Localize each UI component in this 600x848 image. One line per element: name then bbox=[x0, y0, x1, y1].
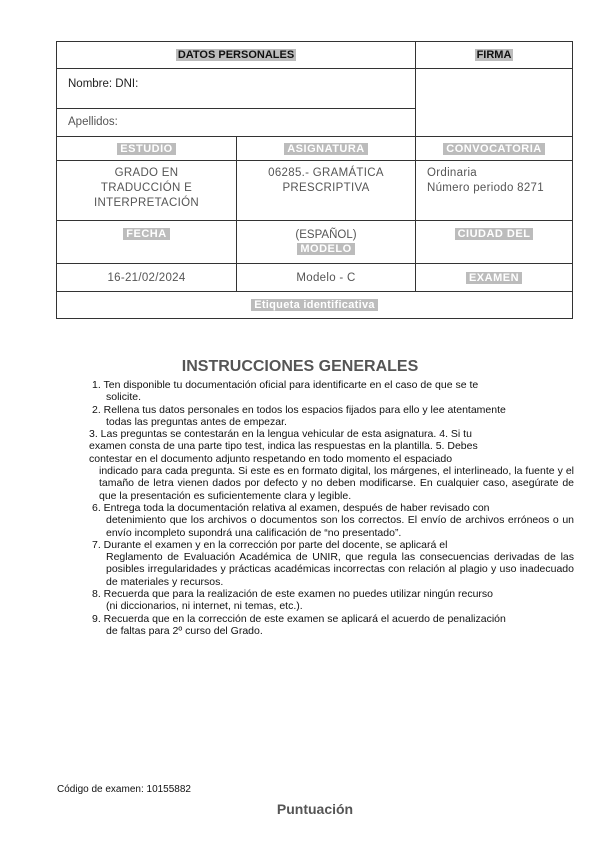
etiqueta-row bbox=[57, 292, 573, 319]
examen-header bbox=[416, 264, 573, 292]
personal-data-table bbox=[56, 41, 573, 319]
instruction-item: 3. Las preguntas se contestarán en la lengua vehicular de esta asignatura. 4. Si tu examen consta de una parte tipo test, indica las respuestas en la plantilla. 5. Debes contestar en el documento adjunto respetando en todo momento el espaciado indicado para cada pregunta. Si este es en formato digital, los márgenes, el interlineado, la fuente y el tamaño de letra vienen dados por defecto y no deben modificarse. En cualquier caso, asegúrate de que la presentación es suficientemente clara y legible. bbox=[89, 428, 574, 502]
modelo-label: MODELO bbox=[297, 243, 354, 255]
ciudad-label: CIUDAD DEL bbox=[455, 228, 534, 240]
asignatura-label: ASIGNATURA bbox=[284, 143, 368, 155]
instruction-item: 2. Rellena tus datos personales en todos los espacios fijados para ello y lee atentamente todas las preguntas antes de empezar. bbox=[92, 403, 506, 428]
instruction-item: 6. Entrega toda la documentación relativa al examen, después de haber revisado con detenimiento que los archivos o documentos son los correctos. El envío de archivos erróneos o un envío incompleto supondrá una calificación de “no presentado”. bbox=[92, 501, 574, 539]
convocatoria-header bbox=[416, 137, 573, 161]
firma-field[interactable] bbox=[416, 69, 573, 137]
fecha-label: FECHA bbox=[123, 228, 169, 240]
instruction-item: 9. Recuerda que en la corrección de este examen se aplicará el acuerdo de penalización de faltas para 2º curso del Grado. bbox=[92, 612, 506, 637]
exam-code: Código de examen: 10155882 bbox=[57, 784, 191, 795]
puntuacion-heading: Puntuación bbox=[276, 801, 354, 817]
apellidos-label: Apellidos: bbox=[68, 116, 118, 128]
convocatoria-value: Ordinaria Número periodo 8271 bbox=[416, 161, 573, 221]
espanol-label: (ESPAÑOL) bbox=[295, 229, 357, 241]
estudio-label: ESTUDIO bbox=[117, 143, 175, 155]
ciudad-header bbox=[416, 221, 573, 264]
apellidos-field[interactable] bbox=[57, 109, 416, 137]
asignatura-header bbox=[237, 137, 416, 161]
estudio-value: GRADO EN TRADUCCIÓN E INTERPRETACIÓN bbox=[57, 161, 237, 221]
instructions-title: INSTRUCCIONES GENERALES bbox=[181, 358, 419, 375]
datos-personales-label: DATOS PERSONALES bbox=[177, 49, 295, 61]
fecha-header bbox=[57, 221, 237, 264]
etiqueta-label: Etiqueta identificativa bbox=[251, 299, 378, 311]
fecha-value: 16-21/02/2024 bbox=[57, 264, 237, 292]
estudio-header bbox=[57, 137, 237, 161]
modelo-value: Modelo - C bbox=[237, 264, 416, 292]
asignatura-value: 06285.- GRAMÁTICA PRESCRIPTIVA bbox=[237, 161, 416, 221]
nombre-dni-label: Nombre: DNI: bbox=[68, 78, 139, 90]
datos-personales-header bbox=[57, 42, 416, 69]
instruction-item: 8. Recuerda que para la realización de este examen no puedes utilizar ningún recurso (ni diccionarios, ni internet, ni temas, etc.). bbox=[92, 588, 493, 613]
nombre-field[interactable] bbox=[57, 69, 416, 109]
convocatoria-label: CONVOCATORIA bbox=[443, 143, 544, 155]
modelo-header bbox=[237, 221, 416, 264]
examen-label: EXAMEN bbox=[466, 272, 522, 284]
instruction-item: 1. Ten disponible tu documentación oficial para identificarte en el caso de que se te solicite. bbox=[92, 379, 479, 404]
instruction-item: 7. Durante el examen y en la corrección por parte del docente, se aplicará el Reglamento de Evaluación Académica de UNIR, que regula las consecuencias derivadas de las posibles irregularidades y prácticas académicas incorrectas con relación al plagio y uso inadecuado de materiales y recursos. bbox=[92, 538, 574, 588]
firma-header bbox=[416, 42, 573, 69]
firma-label: FIRMA bbox=[476, 49, 512, 61]
instructions-list bbox=[89, 379, 574, 637]
